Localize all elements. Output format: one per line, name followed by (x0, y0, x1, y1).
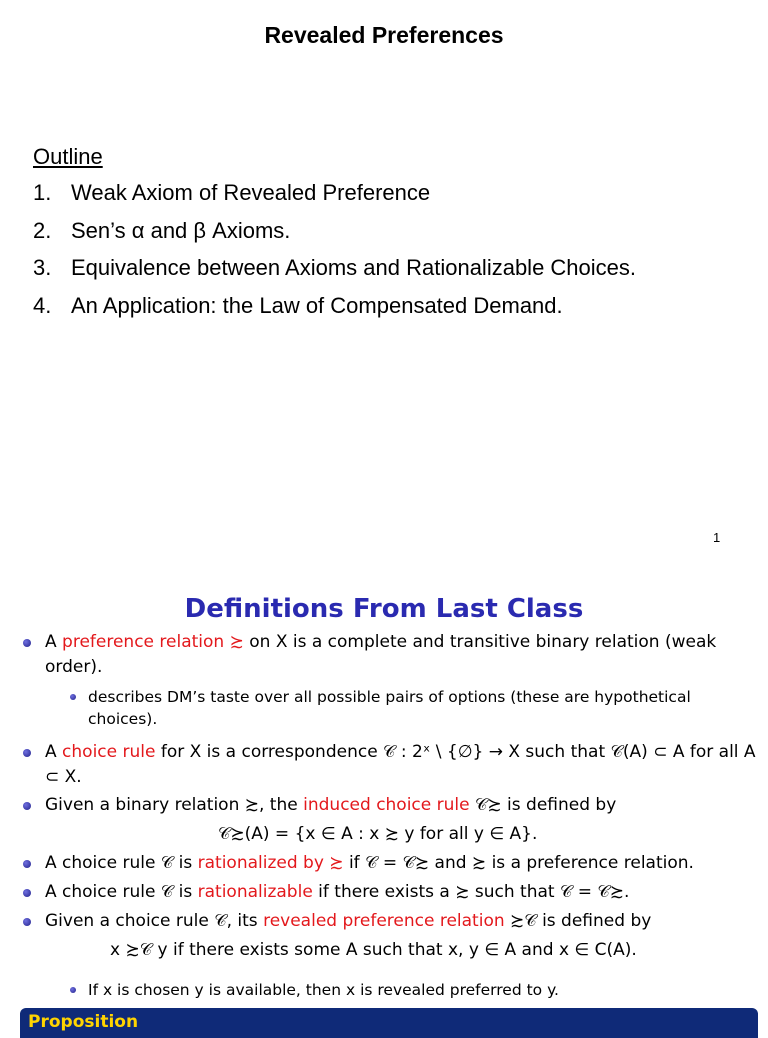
bullet-rationalizable: A choice rule 𝒞 is rationalizable if there exists a ≿ such that 𝒞 = 𝒞≿. (45, 880, 760, 905)
bullet-dot (23, 860, 31, 868)
sub-bullet-describes: describes DM’s taste over all possible pairs of options (these are hypothetical choices). (88, 686, 738, 730)
bullet-dot (70, 694, 76, 700)
bullet-dot (23, 889, 31, 897)
term-highlight: revealed preference relation (263, 911, 505, 931)
outline-item: 2. Sen’s α and β Axioms. (33, 217, 291, 243)
slide-title: Revealed Preferences (264, 22, 504, 48)
outline-heading: Outline (33, 144, 103, 169)
sub-bullet-chosen-available: If x is chosen y is available, then x is revealed preferred to y. (88, 979, 738, 1001)
slide-title: Definitions From Last Class (184, 594, 584, 624)
term-highlight: induced choice rule (303, 795, 470, 815)
bullet-dot (23, 802, 31, 810)
outline-list (33, 178, 636, 328)
bullet-dot (23, 918, 31, 926)
formula-induced-choice: 𝒞≿(A) = {x ∈ A : x ≿ y for all y ∈ A}. (218, 824, 538, 844)
term-highlight: rationalizable (197, 882, 313, 902)
page-number: 1 (713, 530, 721, 545)
term-highlight: choice rule (62, 742, 156, 762)
slide-2 (0, 590, 768, 1032)
term-highlight: preference relation ≿ (62, 632, 244, 652)
bullet-preference-relation: A preference relation ≿ on X is a complete and transitive binary relation (weak order). (45, 630, 760, 680)
bullet-induced-choice-rule: Given a binary relation ≿, the induced choice rule 𝒞≿ is defined by (45, 793, 760, 818)
proposition-label: Proposition (28, 1012, 139, 1032)
term-highlight: rationalized by ≿ (197, 853, 344, 873)
outline-item: 1. Weak Axiom of Revealed Preference (33, 180, 431, 205)
bullet-rationalized-by: A choice rule 𝒞 is rationalized by ≿ if 𝒞 = 𝒞≿ and ≿ is a preference relation. (45, 851, 760, 876)
bullet-dot (23, 639, 31, 647)
outline-item: 3. Equivalence between Axioms and Rationalizable Choices. (33, 255, 637, 280)
bullet-choice-rule: A choice rule for X is a correspondence 𝒞 : 2ˣ \ {∅} → X such that 𝒞(A) ⊂ A for all A ⊂ X. (45, 740, 760, 790)
bullet-dot (23, 749, 31, 757)
proposition-block-header (20, 1008, 758, 1038)
formula-revealed-preference: x ≿𝒞 y if there exists some A such that x, y ∈ A and x ∈ C(A). (110, 940, 637, 960)
bullet-dot (70, 987, 76, 993)
bullet-revealed-preference: Given a choice rule 𝒞, its revealed preference relation ≿𝒞 is defined by (45, 909, 760, 934)
outline-item: 4. An Application: the Law of Compensated Demand. (33, 292, 563, 318)
